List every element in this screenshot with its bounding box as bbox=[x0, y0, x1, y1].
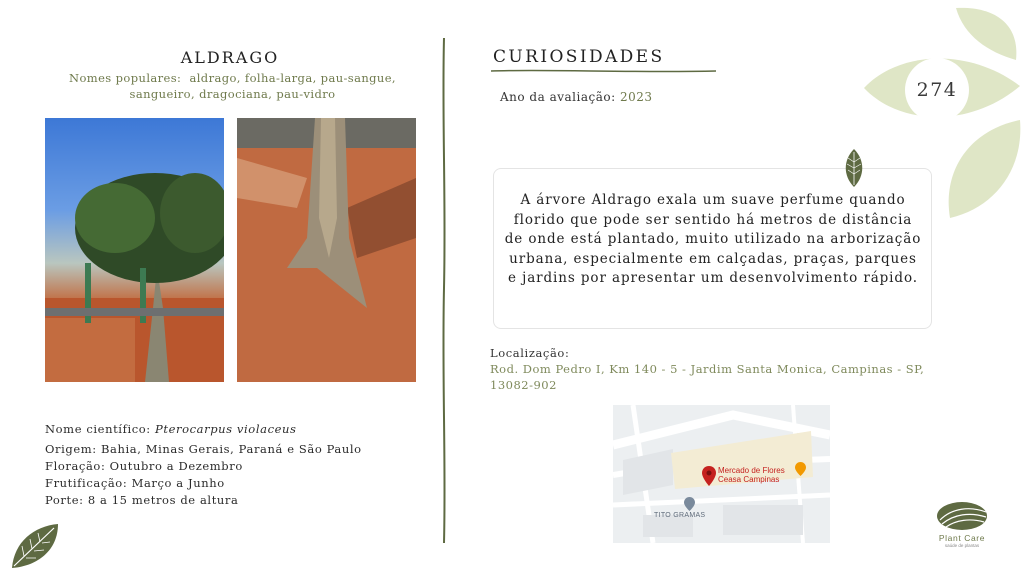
size-text: Porte: 8 a 15 metros de altura bbox=[45, 493, 239, 507]
tree-photo-trunk bbox=[237, 118, 416, 382]
curiosity-text: A árvore Aldrago exala um suave perfume quando florido que pode ser sentido há metros de distância de onde está plantado, muito utilizado na arborização urbana, especialmente em calçadas, praças, parques e jardins por apresentar um desenvolvimento rápido. bbox=[504, 192, 922, 286]
map-pin-icon[interactable] bbox=[702, 466, 716, 486]
evaluation-year-label: Ano da avaliação: bbox=[500, 90, 616, 104]
leaf-icon bbox=[949, 120, 1021, 218]
leaf-icon bbox=[843, 148, 865, 188]
location-address: Rod. Dom Pedro I, Km 140 - 5 - Jardim Santa Monica, Campinas - SP, 13082-902 bbox=[490, 362, 925, 392]
evaluation-year-value: 2023 bbox=[619, 90, 653, 104]
evaluation-number: 274 bbox=[916, 79, 958, 101]
column-divider bbox=[441, 38, 447, 543]
fruiting-text: Frutificação: Março a Junho bbox=[45, 476, 225, 490]
map-place-line1: Mercado de Flores bbox=[718, 466, 785, 475]
popular-names-label: Nomes populares: bbox=[69, 71, 182, 85]
logo-icon bbox=[930, 500, 994, 534]
scientific-name: Pterocarpus violaceus bbox=[155, 422, 297, 436]
map-place-line2: Ceasa Campinas bbox=[718, 475, 780, 484]
map-poi-label[interactable]: TITO GRAMAS bbox=[654, 512, 706, 519]
brand-name: Plant Care bbox=[938, 533, 986, 543]
leaf-icon bbox=[8, 522, 62, 572]
tree-details bbox=[45, 421, 425, 509]
origin-text: Origem: Bahia, Minas Gerais, Paraná e São Paulo bbox=[45, 442, 362, 456]
map-poi-icon[interactable] bbox=[684, 497, 695, 511]
map-poi-icon[interactable] bbox=[795, 462, 806, 476]
title-underline bbox=[491, 68, 716, 74]
scientific-name-label: Nome científico: bbox=[45, 422, 151, 436]
evaluation-year bbox=[500, 90, 653, 104]
leaf-icon bbox=[956, 8, 1016, 60]
popular-names bbox=[45, 70, 420, 102]
map-place-label[interactable] bbox=[718, 466, 785, 484]
popular-names-value: aldrago, folha-larga, pau-sangue, sangueiro, dragociana, pau-vidro bbox=[129, 71, 396, 101]
tree-photo-full bbox=[45, 118, 224, 382]
flowering-text: Floração: Outubro a Dezembro bbox=[45, 459, 243, 473]
brand-tagline: saúde de plantas bbox=[944, 543, 980, 548]
curiosities-title: CURIOSIDADES bbox=[493, 47, 665, 67]
location-label: Localização: bbox=[490, 346, 570, 360]
tree-title: ALDRAGO bbox=[180, 48, 280, 67]
scientific-name-row bbox=[45, 421, 425, 438]
